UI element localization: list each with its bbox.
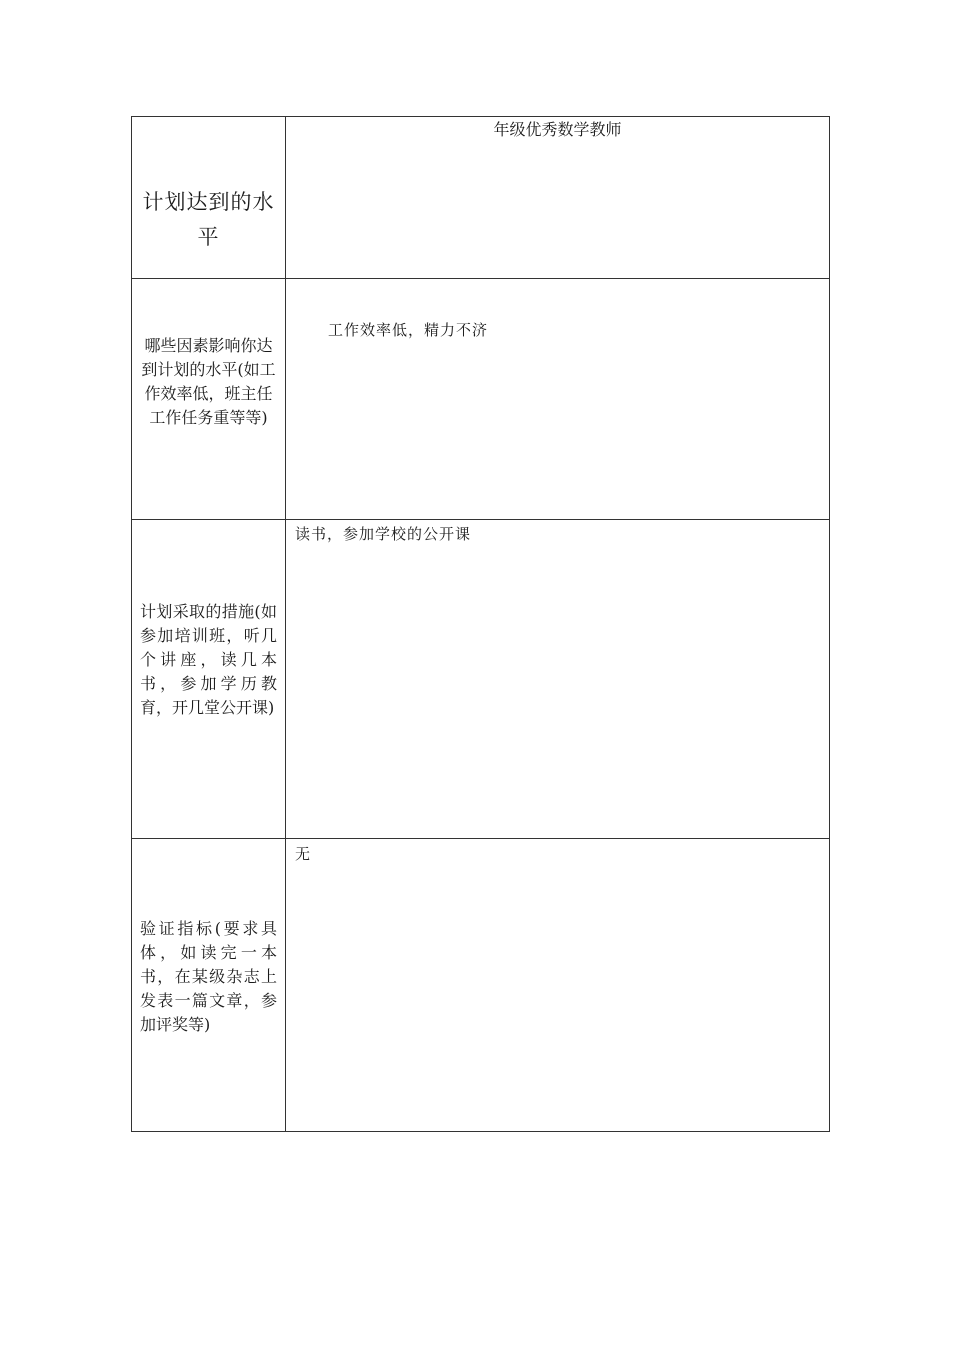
label-cell-target-level <box>132 117 286 279</box>
row-label: 计划采取的措施(如参加培训班，听几个讲座，读几本书，参加学历教育，开几堂公开课) <box>140 602 277 717</box>
row-label: 验证指标(要求具体，如读完一本书，在某级杂志上发表一篇文章，参加评奖等) <box>140 919 277 1034</box>
value-cell-verification-indicators <box>286 839 830 1132</box>
row-value: 工作效率低，精力不济 <box>328 321 489 339</box>
row-label: 哪些因素影响你达到计划的水平(如工作效率低，班主任工作任务重等等) <box>141 336 276 427</box>
label-cell-planned-measures <box>132 520 286 839</box>
table-row <box>132 520 830 839</box>
value-cell-planned-measures <box>286 520 830 839</box>
row-value: 无 <box>295 845 312 863</box>
table-row <box>132 279 830 520</box>
table-row <box>132 839 830 1132</box>
row-label: 计划达到的水平 <box>142 190 275 249</box>
row-value: 读书，参加学校的公开课 <box>295 525 472 543</box>
value-cell-target-level <box>286 117 830 279</box>
label-cell-influencing-factors <box>132 279 286 520</box>
value-cell-influencing-factors <box>286 279 830 520</box>
label-cell-verification-indicators <box>132 839 286 1132</box>
row-value: 年级优秀数学教师 <box>493 120 622 139</box>
plan-table <box>131 116 830 1132</box>
table-row <box>132 117 830 279</box>
